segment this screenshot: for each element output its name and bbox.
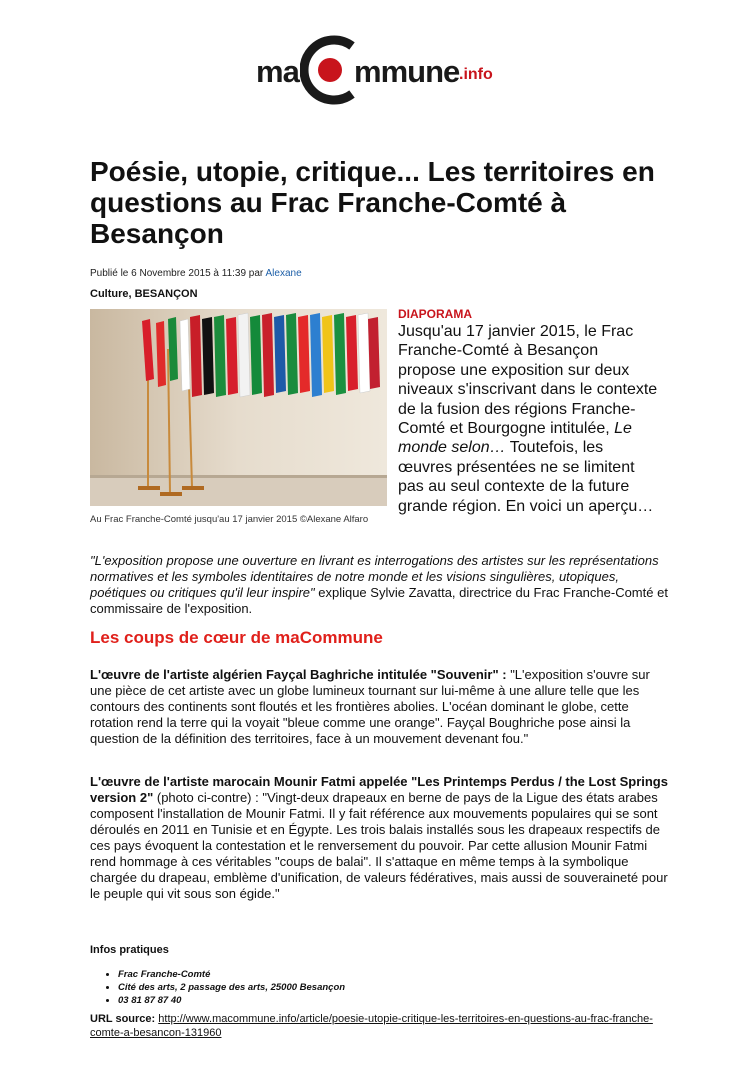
source-url bbox=[90, 1012, 680, 1040]
article-categories[interactable]: Culture, BESANÇON bbox=[90, 288, 198, 300]
site-logo[interactable] bbox=[256, 34, 501, 106]
author-link[interactable]: Alexane bbox=[265, 268, 302, 279]
flags-installation-image bbox=[90, 309, 387, 506]
section-heading: Les coups de cœur de maCommune bbox=[90, 628, 383, 647]
article-title: Poésie, utopie, critique... Les territoires en questions au Frac Franche-Comté à Besançon bbox=[90, 156, 655, 249]
p2-text: (photo ci-contre) : "Vingt-deux drapeaux en berne de pays de la Ligue des états arabes composent l'installation de Mounir Fatmi. Il y fait référence aux mouvements populaires qui se sont déroulés en 2011 en Tunisie et en Égypte. Les trois balais installés sous les drapeaux respectifs de ces pays évoquent la contestation et le renversement du pouvoir. Par cette allusion Mounir Fatmi rend hommage à ces véritables "coups de balai". Il s'attaque en même temps à la symbolique chargée du drapeau, emblème d'unification, de valeurs fédératives, mais aussi de souveraineté pour le peuple qui vit sous son égide." bbox=[90, 790, 668, 901]
practical-info-list bbox=[104, 968, 345, 1007]
lead-text-1: Jusqu'au 17 janvier 2015, le Frac Franche-Comté à Besançon propose une exposition sur deux niveaux s'inscrivant dans le contexte de la fusion des régions Franche-Comté et Bourgogne intitulée, bbox=[398, 323, 658, 438]
source-link[interactable]: http://www.macommune.info/article/poesie-utopie-critique-les-territoires-en-questions-au-frac-franche-comte-a-besancon-131960 bbox=[90, 1013, 653, 1039]
artwork-souvenir-paragraph bbox=[90, 667, 670, 747]
logo-suffix: .info bbox=[459, 66, 493, 83]
p2-heading: L'œuvre de l'artiste marocain Mounir Fatmi appelée "Les Printemps Perdus / the Lost Springs version 2" bbox=[90, 774, 668, 805]
article-lead bbox=[398, 322, 658, 516]
info-phone: • 03 81 87 87 40 bbox=[118, 994, 345, 1007]
publication-info bbox=[90, 268, 302, 279]
article-photo[interactable] bbox=[90, 309, 387, 506]
slideshow-kicker[interactable]: DIAPORAMA bbox=[398, 307, 472, 321]
photo-caption: Au Frac Franche-Comté jusqu'au 17 janvier 2015 ©Alexane Alfaro bbox=[90, 514, 369, 525]
published-date: Publié le 6 Novembre 2015 à 11:39 par bbox=[90, 268, 266, 279]
lead-text-2: Toutefois, les œuvres présentées ne se limitent pas au seul contexte de la future grande région. En voici un aperçu… bbox=[398, 439, 654, 515]
director-quote bbox=[90, 553, 670, 617]
quote-text: "L'exposition propose une ouverture en livrant es interrogations des artistes sur les représentations normatives et les symboles identitaires de notre monde et les visions singulières, utopiques, poétiques ou critiques qu'il leur inspire" bbox=[90, 553, 659, 600]
p1-text: "L'exposition s'ouvre sur une pièce de cet artiste avec un globe lumineux tournant sur lui-même à une allure telle que les contours des continents sont floutés et les frontières abolies. L'océan dominant le globe, cette rotation rend la terre qui la voyait "bleue comme une orange". Fayçal Boughriche pose ainsi la question de la définition des territoires, face à un mouvement devenant fou." bbox=[90, 667, 650, 746]
p1-heading: L'œuvre de l'artiste algérien Fayçal Baghriche intitulée "Souvenir" : bbox=[90, 667, 507, 682]
source-label: URL source: bbox=[90, 1013, 156, 1025]
info-address: • Cité des arts, 2 passage des arts, 25000 Besançon bbox=[118, 981, 345, 994]
logo-text-ma: ma bbox=[256, 54, 299, 89]
practical-info-heading: Infos pratiques bbox=[90, 944, 169, 956]
quote-attribution: explique Sylvie Zavatta, directrice du Frac Franche-Comté et commissaire de l'exposition. bbox=[90, 585, 668, 616]
logo-text-mmune: mmune bbox=[354, 54, 460, 89]
logo-c-mark-icon bbox=[300, 34, 360, 106]
artwork-lost-springs-paragraph bbox=[90, 774, 670, 902]
lead-exhibition-title: Le monde selon… bbox=[398, 420, 632, 457]
info-venue: • Frac Franche-Comté bbox=[118, 968, 345, 981]
